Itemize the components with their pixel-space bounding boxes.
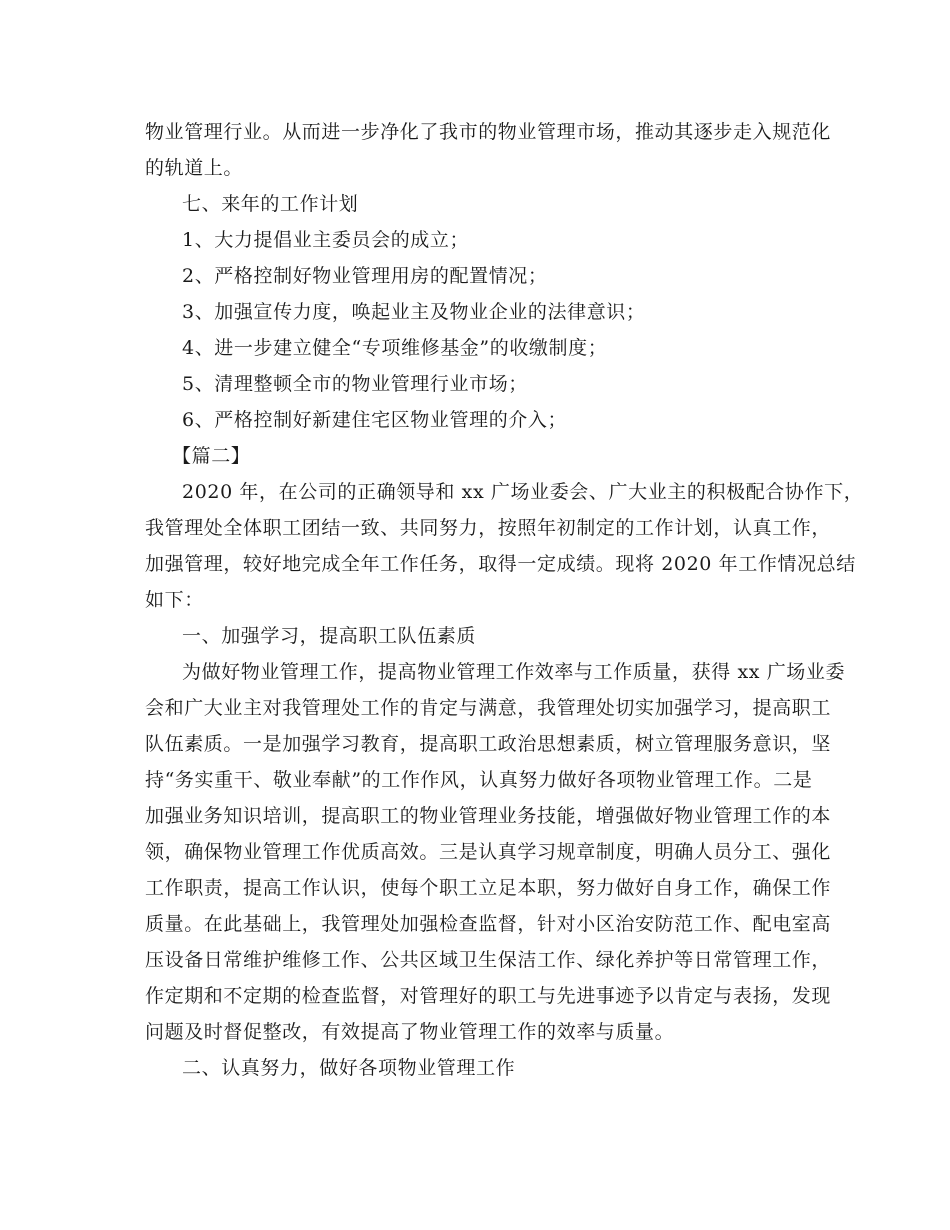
- paragraph-line: 2020 年，在公司的正确领导和 xx 广场业委会、广大业主的积极配合协作下，: [182, 481, 864, 503]
- list-item: 3、加强宣传力度，唤起业主及物业企业的法律意识；: [182, 301, 646, 323]
- paragraph-line: 工作职责，提高工作认识，使每个职工立足本职，努力做好自身工作，确保工作: [145, 877, 832, 899]
- paragraph-line: 加强业务知识培训，提高职工的物业管理业务技能，增强做好物业管理工作的本: [145, 805, 832, 827]
- paragraph-line: 为做好物业管理工作，提高物业管理工作效率与工作质量，获得 xx 广场业委: [182, 661, 846, 683]
- list-item: 2、严格控制好物业管理用房的配置情况；: [182, 265, 548, 287]
- paragraph-line: 领，确保物业管理工作优质高效。三是认真学习规章制度，明确人员分工、强化: [145, 841, 832, 863]
- paragraph-line: 的轨道上。: [145, 157, 244, 179]
- section-heading: 二、认真努力，做好各项物业管理工作: [182, 1057, 516, 1079]
- paragraph-line: 问题及时督促整改，有效提高了物业管理工作的效率与质量。: [145, 1021, 675, 1043]
- part-heading: 【篇二】: [172, 445, 251, 467]
- paragraph-line: 如下：: [145, 589, 204, 611]
- paragraph-line: 压设备日常维护维修工作、公共区域卫生保洁工作、绿化养护等日常管理工作，: [145, 949, 832, 971]
- paragraph-line: 物业管理行业。从而进一步净化了我市的物业管理市场，推动其逐步走入规范化: [145, 121, 832, 143]
- list-item: 5、清理整顿全市的物业管理行业市场；: [182, 373, 528, 395]
- paragraph-line: 持“务实重干、敬业奉献”的工作作风，认真努力做好各项物业管理工作。二是: [145, 769, 813, 791]
- paragraph-line: 我管理处全体职工团结一致、共同努力，按照年初制定的工作计划，认真工作，: [145, 517, 832, 539]
- list-item: 1、大力提倡业主委员会的成立；: [182, 229, 470, 251]
- paragraph-line: 会和广大业主对我管理处工作的肯定与满意，我管理处切实加强学习，提高职工: [145, 697, 832, 719]
- paragraph-line: 队伍素质。一是加强学习教育，提高职工政治思想素质，树立管理服务意识，坚: [145, 733, 832, 755]
- section-heading: 七、来年的工作计划: [182, 193, 359, 215]
- paragraph-line: 作定期和不定期的检查监督，对管理好的职工与先进事迹予以肯定与表扬，发现: [145, 985, 832, 1007]
- paragraph-line: 加强管理，较好地完成全年工作任务，取得一定成绩。现将 2020 年工作情况总结: [145, 553, 856, 575]
- section-heading: 一、加强学习，提高职工队伍素质: [182, 625, 477, 647]
- list-item: 4、进一步建立健全“专项维修基金”的收缴制度；: [182, 337, 608, 359]
- list-item: 6、严格控制好新建住宅区物业管理的介入；: [182, 409, 568, 431]
- paragraph-line: 质量。在此基础上，我管理处加强检查监督，针对小区治安防范工作、配电室高: [145, 913, 832, 935]
